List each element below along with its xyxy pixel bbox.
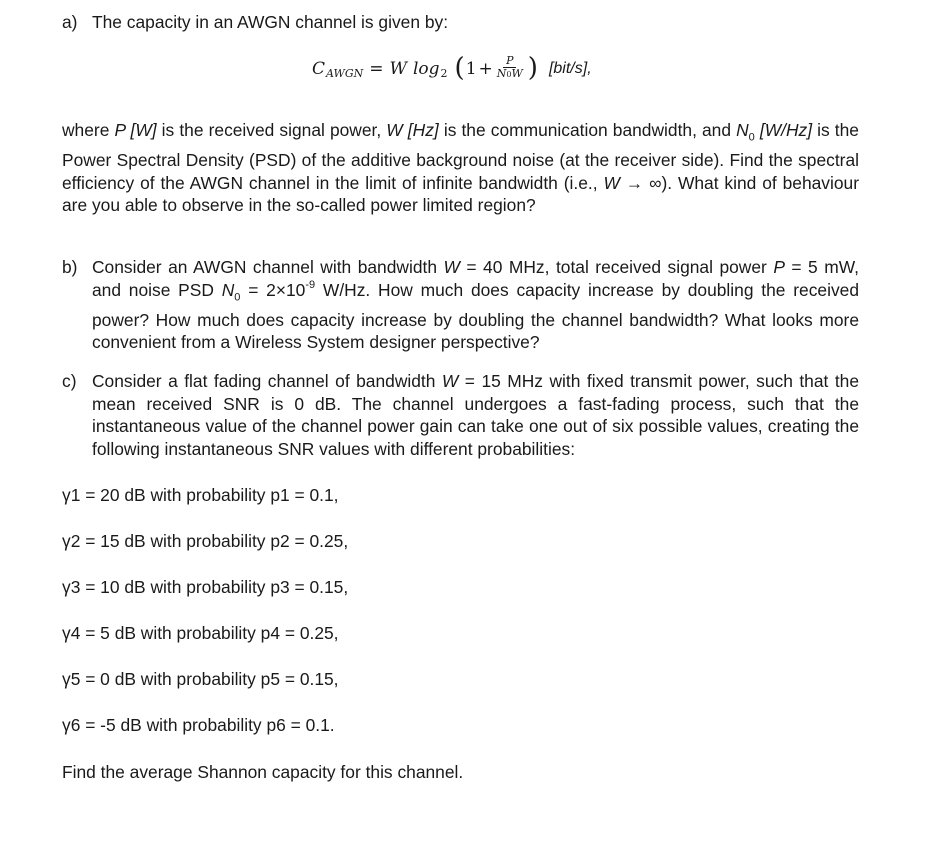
formula-equals: =	[369, 58, 384, 79]
part-a-heading	[62, 11, 448, 34]
formula-log: log	[412, 58, 440, 79]
part-a-n0-subscript: 0	[748, 131, 755, 144]
formula-unit: [bit/s],	[548, 59, 592, 77]
part-c	[62, 370, 859, 460]
formula-one: 1	[465, 58, 477, 79]
part-b-text-segment: W/Hz. How much does capacity increase by doubling the received power? How much does capacity increase by doubling the channel bandwidth? What looks more convenient from a Wireless System designer perspective?	[92, 279, 859, 353]
snr-value-3: γ3 = 10 dB with probability p3 = 0.15,	[62, 577, 349, 597]
part-b-text-segment: = 5 mW, and noise PSD	[92, 257, 859, 300]
part-b-n0-subscript: 0	[234, 291, 241, 304]
part-a-text: is the received signal power,	[156, 120, 387, 140]
formula-denominator-w: W	[511, 67, 523, 80]
snr-value-5: γ5 = 0 dB with probability p5 = 0.15,	[62, 669, 339, 689]
part-c-w-symbol: W	[441, 371, 459, 391]
part-b-n0-symbol: N	[221, 279, 235, 300]
capacity-formula	[312, 52, 592, 83]
part-b-label: b)	[62, 257, 78, 277]
formula-w: W	[389, 58, 407, 79]
part-a-n0-symbol: N	[736, 120, 749, 140]
formula-open-paren: (	[454, 52, 465, 83]
part-a-label: a)	[62, 12, 78, 32]
part-b-exponent: -9	[305, 278, 316, 291]
part-a-text: ). What kind of behaviour are you able to observe in the so-called power limited region?	[62, 172, 859, 216]
part-b-text-segment: Consider an AWGN channel with bandwidth	[92, 257, 444, 277]
part-a-bandwidth-symbol: W [Hz]	[386, 120, 439, 140]
part-b-text-segment: = 2×10	[240, 279, 306, 300]
part-a-text: is the Power Spectral Density (PSD) of the additive background noise (at the receiver side). Find the spectral efficiency of the AWGN channel in the limit of infinite bandwidth (i.e.,	[62, 120, 859, 193]
formula-c: C	[312, 58, 326, 79]
snr-value-1: γ1 = 20 dB with probability p1 = 0.1,	[62, 485, 339, 505]
formula-plus: +	[478, 58, 493, 79]
formula-numerator: P	[503, 55, 516, 68]
part-b-text-segment: = 40 MHz, total received signal power	[459, 257, 774, 277]
part-a-text: is the communication bandwidth, and	[438, 120, 737, 140]
part-b-w-symbol: W	[443, 257, 460, 277]
part-c-label: c)	[62, 371, 77, 391]
formula-denominator-n: N	[496, 67, 507, 80]
part-b-text	[92, 256, 859, 354]
part-c-text-segment: = 15 MHz with fixed transmit power, such that the mean received SNR is 0 dB. The channel undergoes a fast-fading process, such that the instantaneous value of the channel power gain can take one out of six possible values, creating the following instantaneous SNR values with different probabilities:	[92, 371, 859, 459]
formula-denominator-sub: 0	[506, 70, 512, 79]
part-a-power-symbol: P [W]	[114, 120, 157, 140]
part-a-psd-unit: [W/Hz]	[759, 120, 813, 140]
part-a-limit-expression: W → ∞	[603, 172, 662, 193]
formula-c-subscript: AWGN	[326, 66, 364, 80]
part-a-heading-text: The capacity in an AWGN channel is given by:	[92, 12, 449, 32]
formula-fraction	[495, 55, 525, 81]
final-question: Find the average Shannon capacity for this channel.	[62, 762, 464, 782]
part-a-paragraph	[62, 119, 859, 217]
formula-close-paren: )	[527, 52, 538, 83]
formula-log-base: 2	[440, 66, 448, 80]
part-b-p-symbol: P	[773, 257, 785, 277]
part-c-text-segment: Consider a flat fading channel of bandwidth	[92, 371, 442, 391]
part-c-text	[92, 370, 859, 460]
part-b	[62, 256, 859, 354]
formula-denominator	[495, 68, 525, 81]
snr-value-2: γ2 = 15 dB with probability p2 = 0.25,	[62, 531, 349, 551]
snr-value-6: γ6 = -5 dB with probability p6 = 0.1.	[62, 715, 335, 735]
snr-value-4: γ4 = 5 dB with probability p4 = 0.25,	[62, 623, 339, 643]
part-a-text: where	[62, 120, 115, 140]
